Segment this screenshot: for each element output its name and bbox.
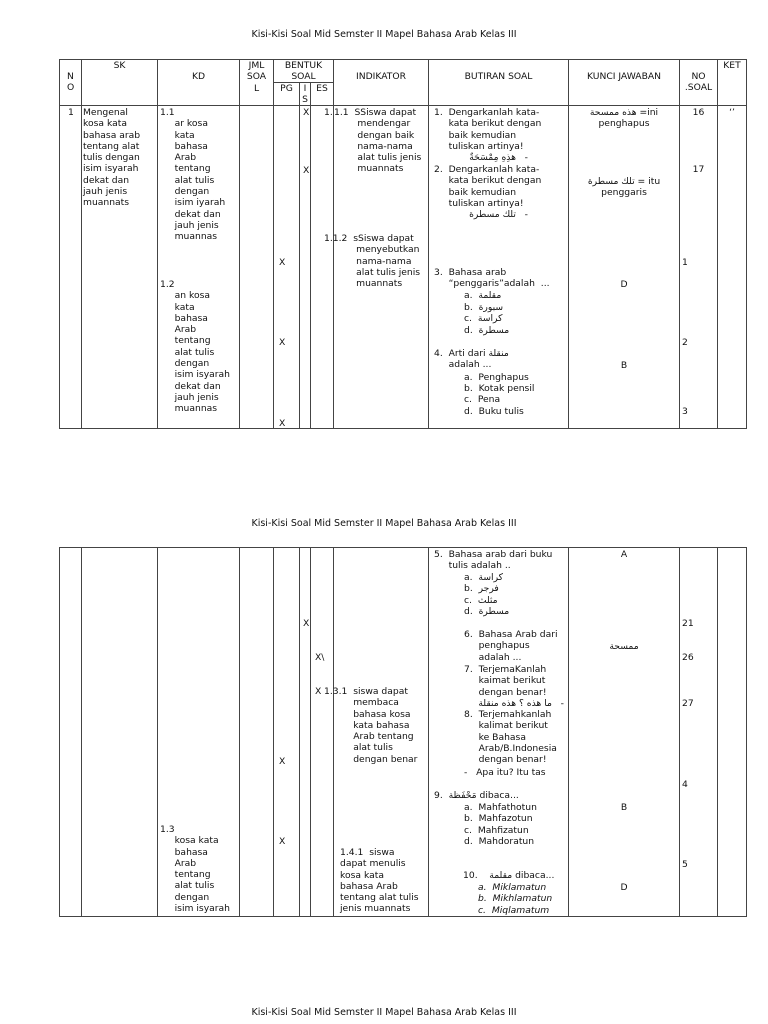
question-4-option-b: b. Kotak pensil — [464, 383, 535, 394]
page-title-2: Kisi-Kisi Soal Mid Semster II Mapel Bahasa Arab Kelas III — [251, 518, 517, 529]
answer-10: D — [620, 882, 628, 893]
question-5-option-b: b. فرجر — [464, 583, 499, 594]
question-9-option-c: c. Mahfizatun — [464, 825, 529, 836]
question-1: 1. Dengarkanlah kata- kata berikut dengan baik kemudian tuliskan artinya! — [434, 107, 542, 152]
question-7: 7. TerjemaKanlah kaimat berikut dengan benar! — [464, 664, 547, 698]
question-7-arabic: - ما هذه ؟ هذه منقلة — [478, 698, 564, 709]
header-bentuk-soal: BENTUK SOAL — [284, 60, 323, 83]
question-4-option-a: a. Penghapus — [464, 372, 529, 383]
question-9: 9. مَحْفَظة dibaca... — [434, 790, 519, 801]
mark-is-1: X — [303, 107, 310, 118]
question-3-option-d: d. مسطرة — [464, 325, 510, 336]
page-title-3: Kisi-Kisi Soal Mid Semster II Mapel Bahasa Arab Kelas III — [251, 1007, 517, 1018]
question-5-option-d: d. مسطرة — [464, 606, 510, 617]
mark-es-2: X — [315, 686, 322, 697]
answer-4: B — [620, 360, 628, 371]
question-10-option-c: c. Miqlamatum — [478, 905, 550, 916]
header-kunci-jawaban: KUNCI JAWABAN — [586, 71, 662, 82]
indikator-number: 1. — [324, 107, 333, 118]
no-soal-3: 3 — [682, 406, 688, 417]
no-soal-5: 5 — [682, 859, 688, 870]
question-8: 8. Terjemahkanlah kalimat berikut ke Bahasa Arab/B.Indonesia dengan benar! — [464, 709, 557, 766]
no-soal-17: 17 — [692, 164, 705, 175]
header-butiran-soal: BUTIRAN SOAL — [464, 71, 533, 82]
header-no: N O — [67, 71, 75, 94]
question-5-option-c: c. مثلث — [464, 595, 498, 606]
question-1-arabic: - هذِهِ مِمْسَحَةٌ — [469, 152, 528, 163]
mark-pg-3: X — [279, 418, 286, 429]
page-title: Kisi-Kisi Soal Mid Semster II Mapel Bahasa Arab Kelas III — [251, 29, 517, 40]
question-2-arabic: - تلك مسطرة — [469, 209, 528, 220]
no-soal-1: 1 — [682, 257, 688, 268]
mark-es-1: X\ — [315, 652, 325, 663]
header-indikator: INDIKATOR — [355, 71, 407, 82]
answer-1: هذه ممسحة =ini penghapus — [589, 107, 659, 130]
no-soal-26: 26 — [682, 652, 694, 663]
answer-5: A — [620, 549, 628, 560]
ket-value: ‘’ — [729, 107, 735, 118]
header-no-soal: NO .SOAL — [684, 71, 713, 94]
mark-pg-1: X — [279, 756, 286, 767]
question-3-option-a: a. مقلمة — [464, 290, 502, 301]
indikator-1-3-1: 1.3.1 siswa dapat membaca bahasa kosa kata bahasa Arab tentang alat tulis dengan benar — [324, 686, 418, 765]
mark-pg-2: X — [279, 337, 286, 348]
question-9-option-b: b. Mahfazotun — [464, 813, 533, 824]
question-10-option-a: a. Miklamatun — [478, 882, 547, 893]
question-4: 4. Arti dari منقلة adalah ... — [434, 348, 509, 371]
kd-1-1: 1.1 ar kosa kata bahasa Arab tentang alat tulis dengan isim iyarah dekat dan jauh jenis muannas — [160, 107, 226, 243]
header-es: ES — [316, 83, 328, 94]
no-soal-4: 4 — [682, 779, 688, 790]
question-9-option-d: d. Mahdoratun — [464, 836, 535, 847]
indikator-1-1: 1.1 SSiswa dapat mendengar dengan baik nama-nama alat tulis jenis muannats — [334, 107, 422, 175]
mark-pg-2: X — [279, 836, 286, 847]
no-soal-16: 16 — [692, 107, 705, 118]
question-10-option-b: b. Mikhlamatun — [478, 893, 553, 904]
no-soal-2: 2 — [682, 337, 688, 348]
indikator-1-4-1: 1.4.1 siswa dapat menulis kosa kata bahasa Arab tentang alat tulis jenis muannats — [340, 847, 419, 915]
answer-2: تلك مسطرة = itu penggaris — [587, 176, 661, 199]
no-soal-21: 21 — [682, 618, 694, 629]
question-8-dash: - Apa itu? Itu tas — [464, 767, 546, 778]
kd-1-2: 1.2 an kosa kata bahasa Arab tentang alat tulis dengan isim isyarah dekat dan jauh jenis muannas — [160, 279, 231, 415]
no-soal-27: 27 — [682, 698, 694, 709]
question-5: 5. Bahasa arab dari buku tulis adalah .. — [434, 549, 553, 572]
question-3-option-b: b. سبورة — [464, 302, 504, 313]
header-pg: PG — [280, 83, 293, 94]
header-jml-soal: JML SOA L — [246, 60, 267, 94]
answer-6: ممسحة — [609, 641, 639, 652]
mark-is: X — [303, 618, 310, 629]
header-is: I S — [302, 83, 308, 106]
kisi-kisi-table-1 — [59, 59, 747, 429]
question-6: 6. Bahasa Arab dari penghapus adalah ... — [464, 629, 558, 663]
row-no: 1 — [68, 107, 74, 118]
kd-1-3: 1.3 kosa kata bahasa Arab tentang alat tulis dengan isim isyarah — [160, 824, 231, 915]
header-ket: KET — [723, 60, 741, 71]
question-9-option-a: a. Mahfathotun — [464, 802, 537, 813]
question-4-option-d: d. Buku tulis — [464, 406, 524, 417]
question-5-option-a: a. كراسة — [464, 572, 504, 583]
sk-text: Mengenal kosa kata bahasa arab tentang alat tulis dengan isim isyarah dekat dan jauh jenis muannats — [83, 107, 141, 209]
question-3: 3. Bahasa arab “penggaris”adalah ... — [434, 267, 550, 290]
header-sk: SK — [113, 60, 126, 71]
question-10: 10. مقلمة dibaca... — [463, 870, 555, 881]
answer-3: D — [620, 279, 628, 290]
question-2: 2. Dengarkanlah kata- kata berikut dengan baik kemudian tuliskan artinya! — [434, 164, 542, 209]
header-kd: KD — [191, 71, 206, 82]
answer-9: B — [620, 802, 628, 813]
question-4-option-c: c. Pena — [464, 394, 501, 405]
mark-pg-1: X — [279, 257, 286, 268]
question-3-option-c: c. كراسة — [464, 313, 503, 324]
mark-is-2: X — [303, 165, 310, 176]
indikator-1-1-2: 1.1.2 sSiswa dapat menyebutkan nama-nama alat tulis jenis muannats — [324, 233, 421, 290]
kisi-kisi-table-2 — [59, 547, 747, 917]
